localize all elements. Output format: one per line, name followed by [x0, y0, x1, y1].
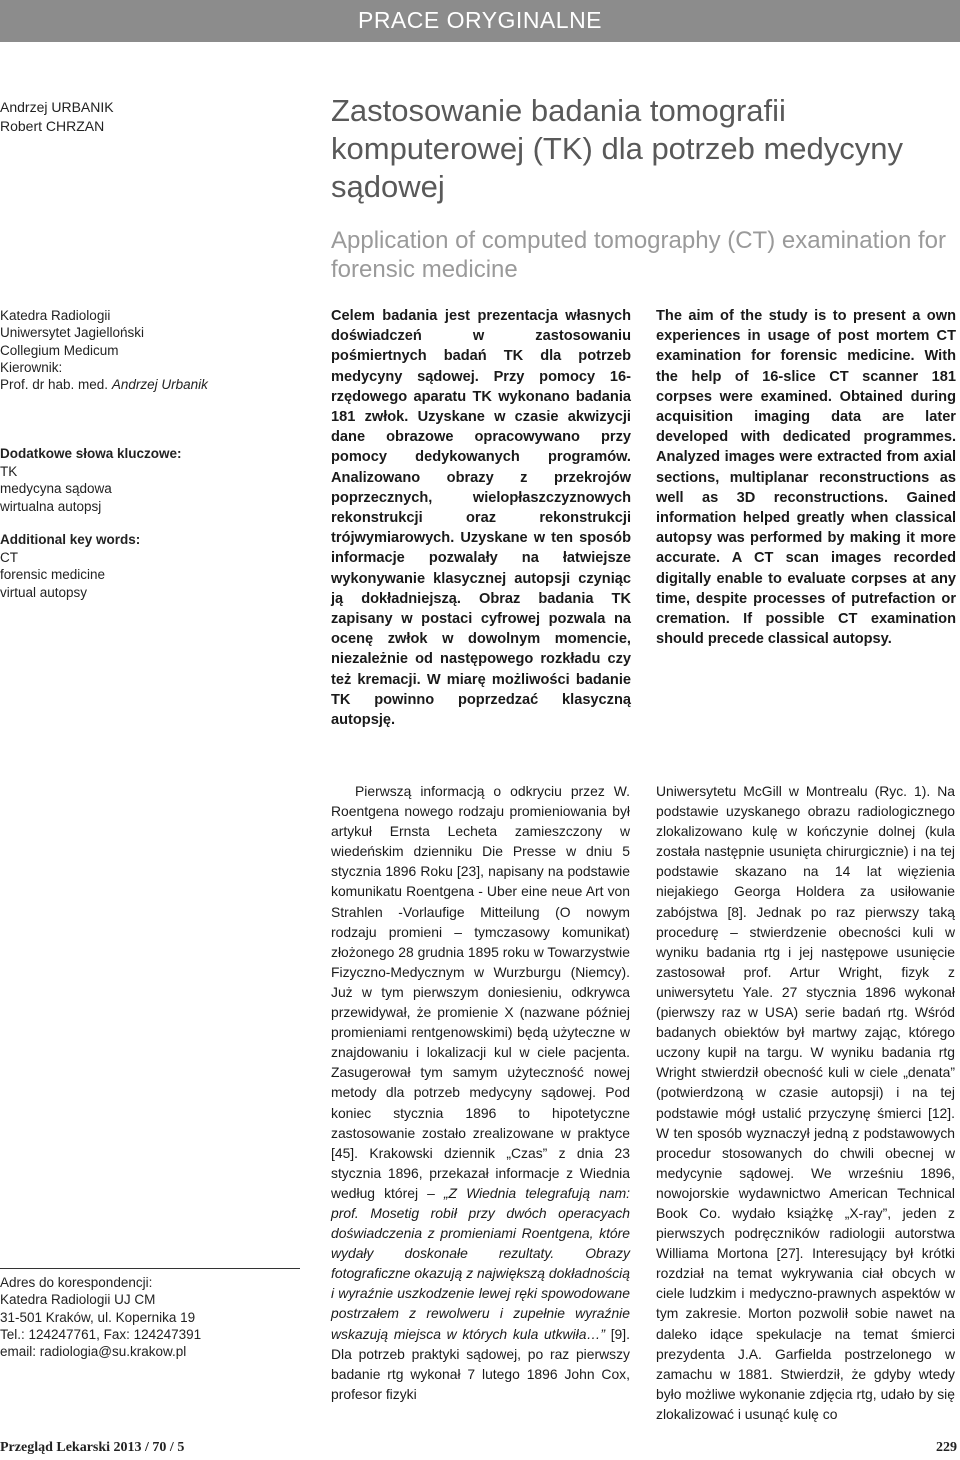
keyword: medycyna sądowa — [0, 481, 112, 496]
affiliation-head-label: Kierownik: — [0, 359, 63, 375]
correspondence-dept: Katedra Radiologii UJ CM — [0, 1292, 156, 1308]
correspondence-phone: Tel.: 124247761, Fax: 124247391 — [0, 1326, 202, 1342]
page-number: 229 — [936, 1440, 957, 1455]
affiliation-university: Uniwersytet Jagielloński — [0, 325, 145, 341]
affiliation-college: Collegium Medicum — [0, 342, 119, 358]
body-text-column-1 — [331, 781, 630, 1404]
correspondence-divider — [0, 1268, 300, 1269]
abstract-pl: Celem badania jest prezentacja własnych doświadczeń w zastosowaniu pośmiertnych badań TK dla potrzeb medycyny sądowej. Przy pomocy 16-rzędowego aparatu TK wykonano badania 181 zwłok. Uzyskane w czasie akwizycji dane obrazowe opracowywano przy pomocy dedykowanych programów. Analizowano obrazy z przekrojów poprzecznych, wielopłaszczyznowych rekonstrukcji oraz rekonstrukcji trójwymiarowych. Uzyskane w ten sposób informacje pozwalały na łatwiejsze wykonywanie klasycznej autopsji czyniąc ją dokładniejszą. Obraz badania TK zapisany w postaci cyfrowej pozwala na ocenę zwłok w dowolnym momencie, niezależnie od następowego rozkładu czy też kremacji. W miarę możliwości badanie TK powinno poprzedzać klasyczną autopsję. — [331, 308, 631, 729]
keywords-en — [0, 531, 182, 601]
affiliation-head — [0, 376, 208, 393]
body-text-column-2: Uniwersytetu McGill w Montrealu (Ryc. 1). Na podstawie uzyskanego obrazu radiologicznego zlokalizowano kulę w kończynie dolnej (kula została następnie usunięta chirurgicznie) i na tej podstawie skazano na 14 lat więzienia niejakiego Georga Holdera za usiłowanie zabójstwa [8]. Jednak po raz pierwszy taką procedurę – stwierdzenie obecności kuli w wyniku badania rtg i jej następowe usunięcie zastosował prof. Artur Wright, fizyk z uniwersytetu Yale. 27 stycznia 1896 wykonał (pierwszy raz w USA) serie badań rtg. Wśród badanych obiektów był martwy zając, którego uczony kupił na targu. W wyniku badania rtg Wright stwierdził obecność kuli w ciele „denata” (potwierdzoną w czasie autopsji) i na tej podstawie mógł ustalić przyczynę śmierci [12]. W ten sposób wyznaczył jedną z podstawowych procedur stosowanych do chwili obecnej w medycynie sądowej. We wrześniu 1896, nowojorskie wydawnictwo American Technical Book Co. wydało książkę „X-ray”, jeden z pierwszych podręczników radiologii autorstwa Williama Mortona [27]. Interesujący był krótki rozdział na temat wykrywania ciał obcych w ciele ludzkim i medyczno-prawnych aspektów w tym zakresie. Morton pozwolił sobie nawet na daleko idące spekulacje na temat śmierci prezydenta J.A. Garfielda postrzelonego w zamachu w 1881. Stwierdził, że gdyby wtedy było możliwe wykonanie zdjęcia rtg, udało by się zlokalizować i usunąć kulę co — [656, 783, 955, 1422]
section-banner — [0, 0, 960, 42]
author-name: Andrzej URBANIK — [0, 99, 114, 115]
keyword: TK — [0, 463, 18, 479]
correspondence-label: Adres do korespondencji: — [0, 1275, 153, 1290]
journal-footer: Przegląd Lekarski 2013 / 70 / 5 — [0, 1440, 185, 1455]
article-title-en: Application of computed tomography (CT) examination for forensic medicine — [331, 227, 946, 283]
affiliation-dept: Katedra Radiologii — [0, 308, 111, 323]
keyword: virtual autopsy — [0, 584, 88, 600]
keyword: wirtualna autopsj — [0, 498, 102, 514]
affiliation — [0, 307, 208, 393]
article-title-pl: Zastosowanie badania tomografii komputerowej (TK) dla potrzeb medycyny sądowej — [331, 93, 904, 204]
section-banner-label: PRACE ORYGINALNE — [357, 7, 603, 33]
body-paragraph-end: [9]. Dla potrzeb praktyki sądowej, po raz pierwszy badanie rtg wykonał 7 lutego 1896 John Cox, profesor fizyki — [331, 1325, 630, 1402]
keyword: CT — [0, 549, 18, 565]
correspondence-street: 31-501 Kraków, ul. Kopernika 19 — [0, 1309, 196, 1325]
keyword: forensic medicine — [0, 567, 106, 582]
affiliation-head-name: Andrzej Urbanik — [111, 377, 208, 393]
affiliation-head-title: Prof. dr hab. med. — [0, 377, 109, 393]
body-paragraph: Pierwszą informacją o odkryciu przez W. Roentgena nowego rodzaju promieniowania był artykuł Ernsta Lecheta zamieszczony w wiedeńskim dzienniku Die Presse w dniu 5 stycznia 1896 Roku [23], napisany na podstawie komunikatu Roentgena - Uber eine neue Art von Strahlen -Vorlaufige Mitteilung (O nowym rodzaju promieni – tymczasowy komunikat) złożonego 28 grudnia 1895 roku w Towarzystwie Fizyczno-Medycznym w Wurzburgu (Niemcy). Już w tym pierwszym doniesieniu, odkrywca przewidywał, że promienie X (nazwane później promieniami rentgenowskimi) będą użyteczne w znajdowaniu i lokalizacji kul w ciele pacjenta. Zasugerował tym samym użyteczność nowej metody dla potrzeb medycyny sądowej. Pod koniec stycznia 1896 to hipotetyczne zastosowanie zostało zrealizowane w praktyce [45]. Krakowski dziennik „Czas” z dnia 23 stycznia 1896, przekazał informacje z Wiednia według której – — [331, 783, 630, 1201]
correspondence-email: email: radiologia@su.krakow.pl — [0, 1344, 187, 1360]
author-name: Robert CHRZAN — [0, 118, 105, 134]
keywords — [0, 445, 182, 601]
body-quote: „Z Wiednia telegrafują nam: prof. Mosetig robił przy dwóch operacyach doświadczenia z promieniami Roentgena, które wydały doskonałe rezultaty. Obrazy fotograficzne okazują z największą dokładnością i wyraźnie uszkodzenie lewej ręki spowodowane postrzałem z rewolweru i zupełnie wyraźnie wskazują miejsca w których kula utkwiła…” — [331, 1184, 631, 1342]
abstract-en: The aim of the study is to present a own experiences in usage of post mortem CT examination for forensic medicine. With the help of 16-slice CT scanner 181 corpses were examined. Obtained during acquisition imaging data are later developed with dedicated programmes. Analyzed images were extracted from axial sections, multiplanar reconstructions as well as 3D reconstructions. Gained information helped greatly when classical autopsy was performed by making it more accurate. A CT scan images recorded digitally enable to evaluate corpses at any time, despite processes of putrefaction or cremation. If possible CT examination should precede classical autopsy. — [656, 308, 956, 648]
keywords-en-heading: Additional key words: — [0, 532, 141, 547]
keywords-pl — [0, 445, 182, 515]
correspondence-address — [0, 1274, 201, 1360]
authors — [0, 98, 114, 136]
keywords-pl-heading: Dodatkowe słowa kluczowe: — [0, 446, 182, 461]
